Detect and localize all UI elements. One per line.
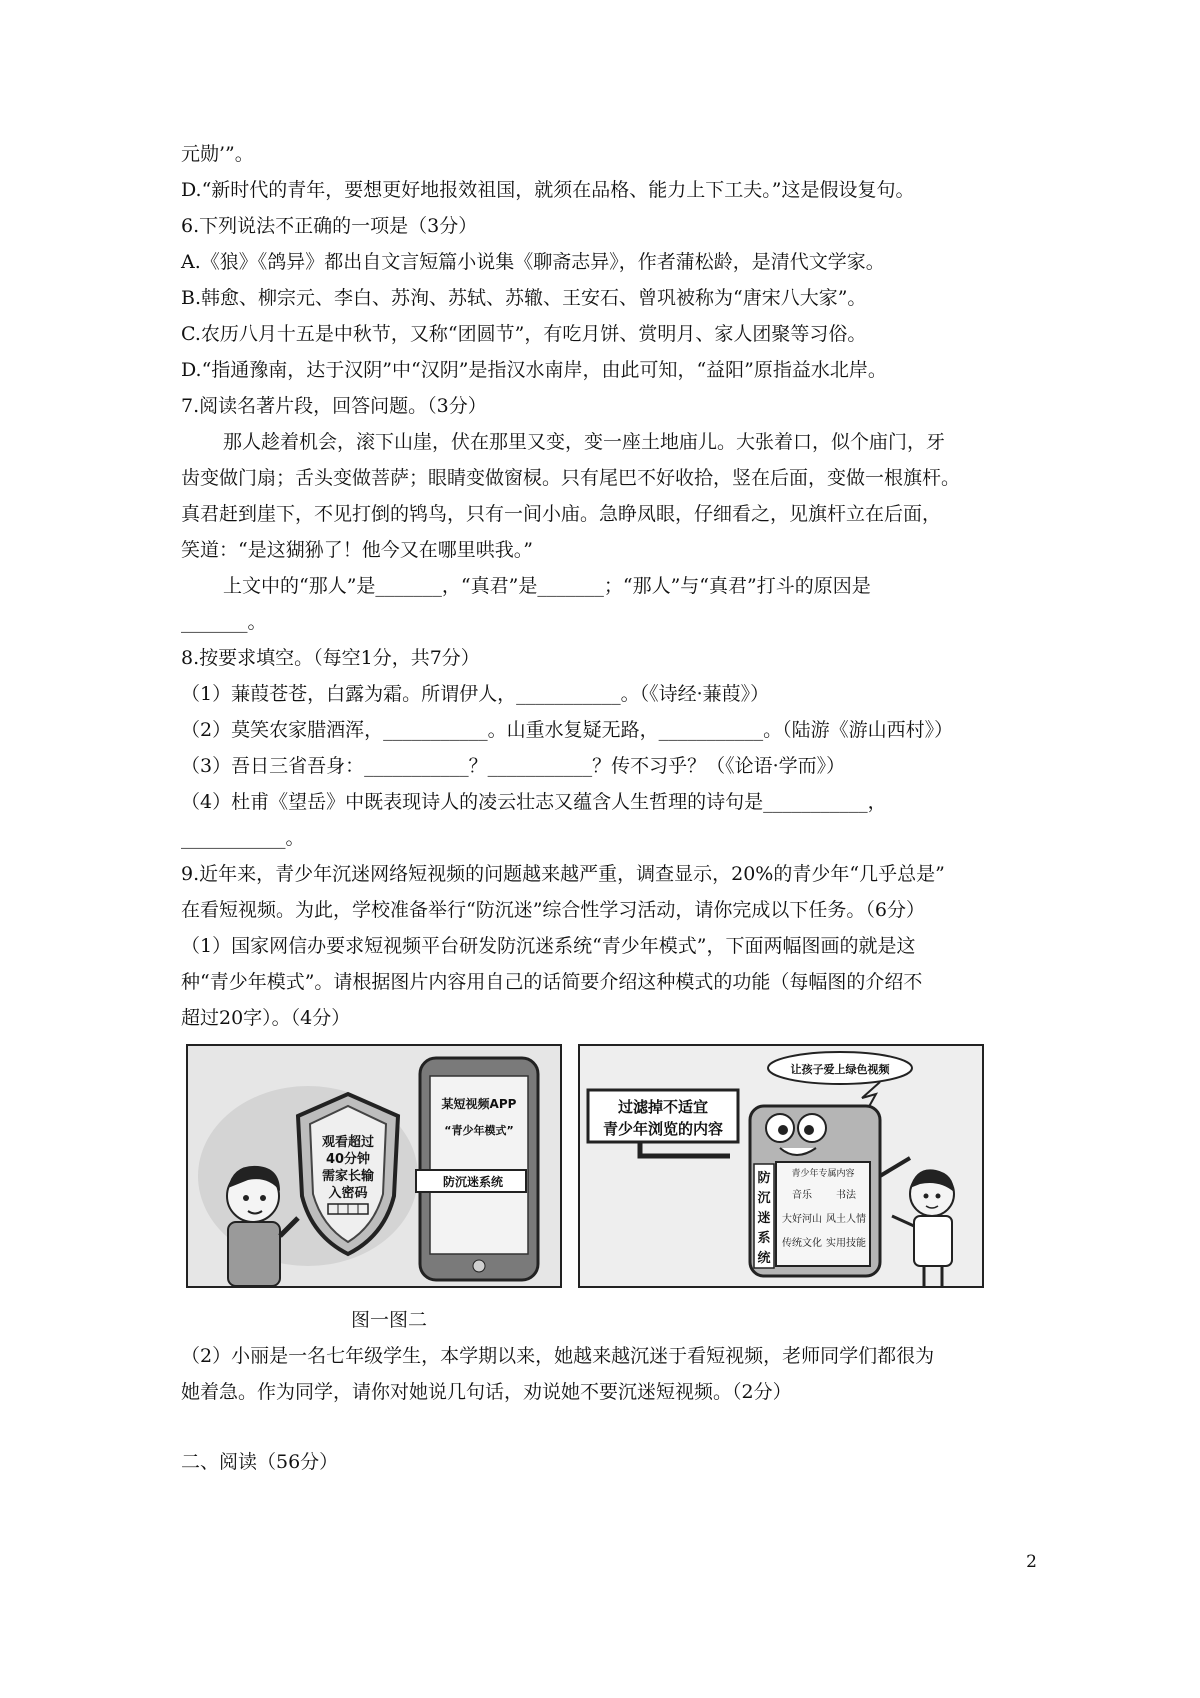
question-9: 在看短视频。为此，学校准备举行“防沉迷”综合性学习活动，请你完成以下任务。（6分） (181, 899, 926, 921)
banner-text-line: 过滤掉不适宜 (617, 1098, 709, 1116)
question-6-option-a: A.《狼》《鸽异》都出自文言短篇小说集《聊斋志异》，作者蒲松龄，是清代文学家。 (181, 251, 885, 273)
screen-item: 实用技能 (826, 1238, 866, 1249)
phone-app-title: 某短视频APP (441, 1097, 517, 1111)
side-text-char: 系 (757, 1231, 771, 1246)
question-7-blank: 上文中的“那人”是_______，“真君”是_______；“那人”与“真君”打斗的原因是 (223, 575, 871, 597)
passage-line: 真君赶到崖下，不见打倒的鸨鸟，只有一间小庙。急睁凤眼，仔细看之，见旗杆立在后面， (181, 503, 942, 525)
question-9-task-2: （2）小丽是一名七年级学生，本学期以来，她越来越沉迷于看短视频，老师同学们都很为 (181, 1345, 935, 1367)
side-text-char: 迷 (757, 1211, 771, 1226)
side-text-char: 统 (757, 1251, 771, 1266)
screen-title: 青少年专属内容 (791, 1169, 855, 1179)
question-7: 7.阅读名著片段，回答问题。（3分） (181, 395, 487, 417)
shield-text-line: 需家长输 (321, 1169, 375, 1184)
screen-item: 大好河山 (782, 1214, 822, 1225)
figure-caption: 图一图二 (351, 1309, 428, 1331)
screen-item: 书法 (836, 1190, 856, 1201)
question-8-item: （1）蒹葭苍苍，白露为霜。所谓伊人，___________。（《诗经·蒹葭》） (181, 683, 770, 705)
page-content (181, 136, 1031, 1480)
figure-one-drawing (188, 1046, 560, 1286)
question-6-option-c: C.农历八月十五是中秋节，又称“团圆节”，有吃月饼、赏明月、家人团聚等习俗。 (181, 323, 867, 345)
passage-line: 笑道：“是这猢狲了！他今又在哪里哄我。” (181, 539, 533, 561)
banner-text-line: 青少年浏览的内容 (602, 1120, 724, 1138)
question-6: 6.下列说法不正确的一项是（3分） (181, 215, 478, 237)
question-7-blank: _______。 (181, 611, 267, 633)
option-d-q5: D.“新时代的青年，要想更好地报效祖国，就须在品格、能力上下工夫。”这是假设复句。 (181, 179, 915, 201)
question-6-option-b: B.韩愈、柳宗元、李白、苏洵、苏轼、苏辙、王安石、曾巩被称为“唐宋八大家”。 (181, 287, 867, 309)
question-9-task-1: 种“青少年模式”。请根据图片内容用自己的话简要介绍这种模式的功能（每幅图的介绍不 (181, 971, 923, 993)
question-8-item: （4）杜甫《望岳》中既表现诗人的凌云壮志又蕴含人生哲理的诗句是___________， (181, 791, 887, 813)
question-9: 9.近年来，青少年沉迷网络短视频的问题越来越严重，调查显示，20%的青少年“几乎总是” (181, 863, 945, 885)
screen-item: 风土人情 (826, 1214, 866, 1225)
question-9-task-1: （1）国家网信办要求短视频平台研发防沉迷系统“青少年模式”，下面两幅图画的就是这 (181, 935, 916, 957)
question-9-task-1: 超过20字）。（4分） (181, 1007, 351, 1029)
smartphone-icon (416, 1058, 538, 1280)
side-text-char: 防 (757, 1171, 771, 1186)
cartoon-figures (181, 1044, 1031, 1302)
figure-two-drawing (580, 1046, 982, 1286)
passage-line: 那人趁着机会，滚下山崖，伏在那里又变，变一座土地庙儿。大张着口，似个庙门，牙 (223, 431, 946, 453)
question-8-item: ___________。 (181, 827, 305, 849)
phone-mode-label: “青少年模式” (444, 1124, 514, 1137)
page-number: 2 (1026, 1552, 1037, 1572)
screen-item: 音乐 (792, 1190, 812, 1201)
section-heading: 二、阅读（56分） (181, 1451, 339, 1473)
screen-item: 传统文化 (782, 1238, 822, 1249)
question-8-item: （2）莫笑农家腊酒浑，___________。山重水复疑无路，___________。（陆游《游山西村》） (181, 719, 954, 741)
question-8: 8.按要求填空。（每空1分，共7分） (181, 647, 480, 669)
shield-text-line: 40分钟 (325, 1152, 371, 1167)
question-8-item: （3）吾日三省吾身：___________？___________？传不习乎？（《论语·学而》） (181, 755, 846, 777)
figure-one-cartoon (186, 1044, 562, 1288)
shield-text-line: 入密码 (328, 1186, 368, 1201)
phone-system-label: 防沉迷系统 (442, 1175, 504, 1189)
speech-bubble-text: 让孩子爱上绿色视频 (790, 1063, 890, 1076)
question-6-option-d: D.“指通豫南，达于汉阴”中“汉阴”是指汉水南岸，由此可知，“益阳”原指益水北岸。 (181, 359, 887, 381)
passage-line: 齿变做门扇；舌头变做菩萨；眼睛变做窗棂。只有尾巴不好收拾，竖在后面，变做一根旗杆。 (181, 467, 961, 489)
figure-two-cartoon (578, 1044, 984, 1288)
text-line: 元勋’”。 (181, 143, 254, 165)
shield-text-line: 观看超过 (321, 1135, 375, 1150)
question-9-task-2: 她着急。作为同学，请你对她说几句话，劝说她不要沉迷短视频。（2分） (181, 1381, 792, 1403)
side-text-char: 沉 (757, 1191, 771, 1206)
